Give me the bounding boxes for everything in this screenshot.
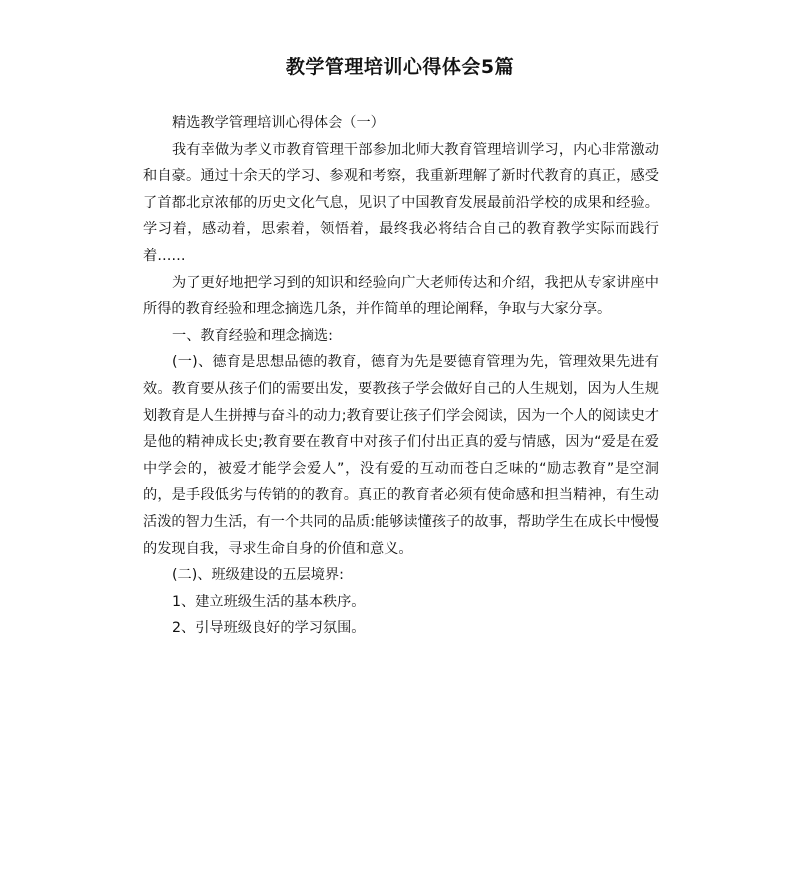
document-title: 教学管理培训心得体会5篇 xyxy=(285,56,515,78)
document-body xyxy=(143,110,659,642)
subheading: 一、教育经验和理念摘选: xyxy=(172,327,333,344)
subheading: (二)、班级建设的五层境界: xyxy=(172,567,344,584)
paragraph: 我有幸做为孝义市教育管理干部参加北师大教育管理培训学习，内心非常激动和自豪。通过十余天的学习、参观和考察，我重新理解了新时代教育的真正，感受了首都北京浓郁的历史文化气息，见识了中国教育发展最前沿学校的成果和经验。学习着，感动着，思索着，领悟着，最终我必将结合自己的教育教学实际而践行着…… xyxy=(143,141,659,264)
list-item: 1、建立班级生活的基本秩序。 xyxy=(172,593,366,610)
list-item: 2、引导班级良好的学习氛围。 xyxy=(172,620,366,637)
section-heading: 精选教学管理培训心得体会（一） xyxy=(172,115,385,131)
paragraph: 为了更好地把学习到的知识和经验向广大老师传达和介绍，我把从专家讲座中所得的教育经验和理念摘选几条，并作简单的理论阐释，争取与大家分享。 xyxy=(143,274,659,318)
paragraph: (一)、德育是思想品德的教育，德育为先是要德育管理为先，管理效果先进有效。教育要从孩子们的需要出发，要教孩子学会做好自己的人生规划，因为人生规划教育是人生拼搏与奋斗的动力;教育要让孩子们学会阅读，因为一个人的阅读史才是他的精神成长史;教育要在教育中对孩子们付出正真的爱与情感，因为“爱是在爱中学会的，被爱才能学会爱人”，没有爱的互动而苍白乏味的“励志教育”是空洞的，是手段低劣与传销的的教育。真正的教育者必须有使命感和担当精神，有生动活泼的智力生活，有一个共同的品质:能够读懂孩子的故事，帮助学生在成长中慢慢的发现自我，寻求生命自身的价值和意义。 xyxy=(143,354,659,557)
